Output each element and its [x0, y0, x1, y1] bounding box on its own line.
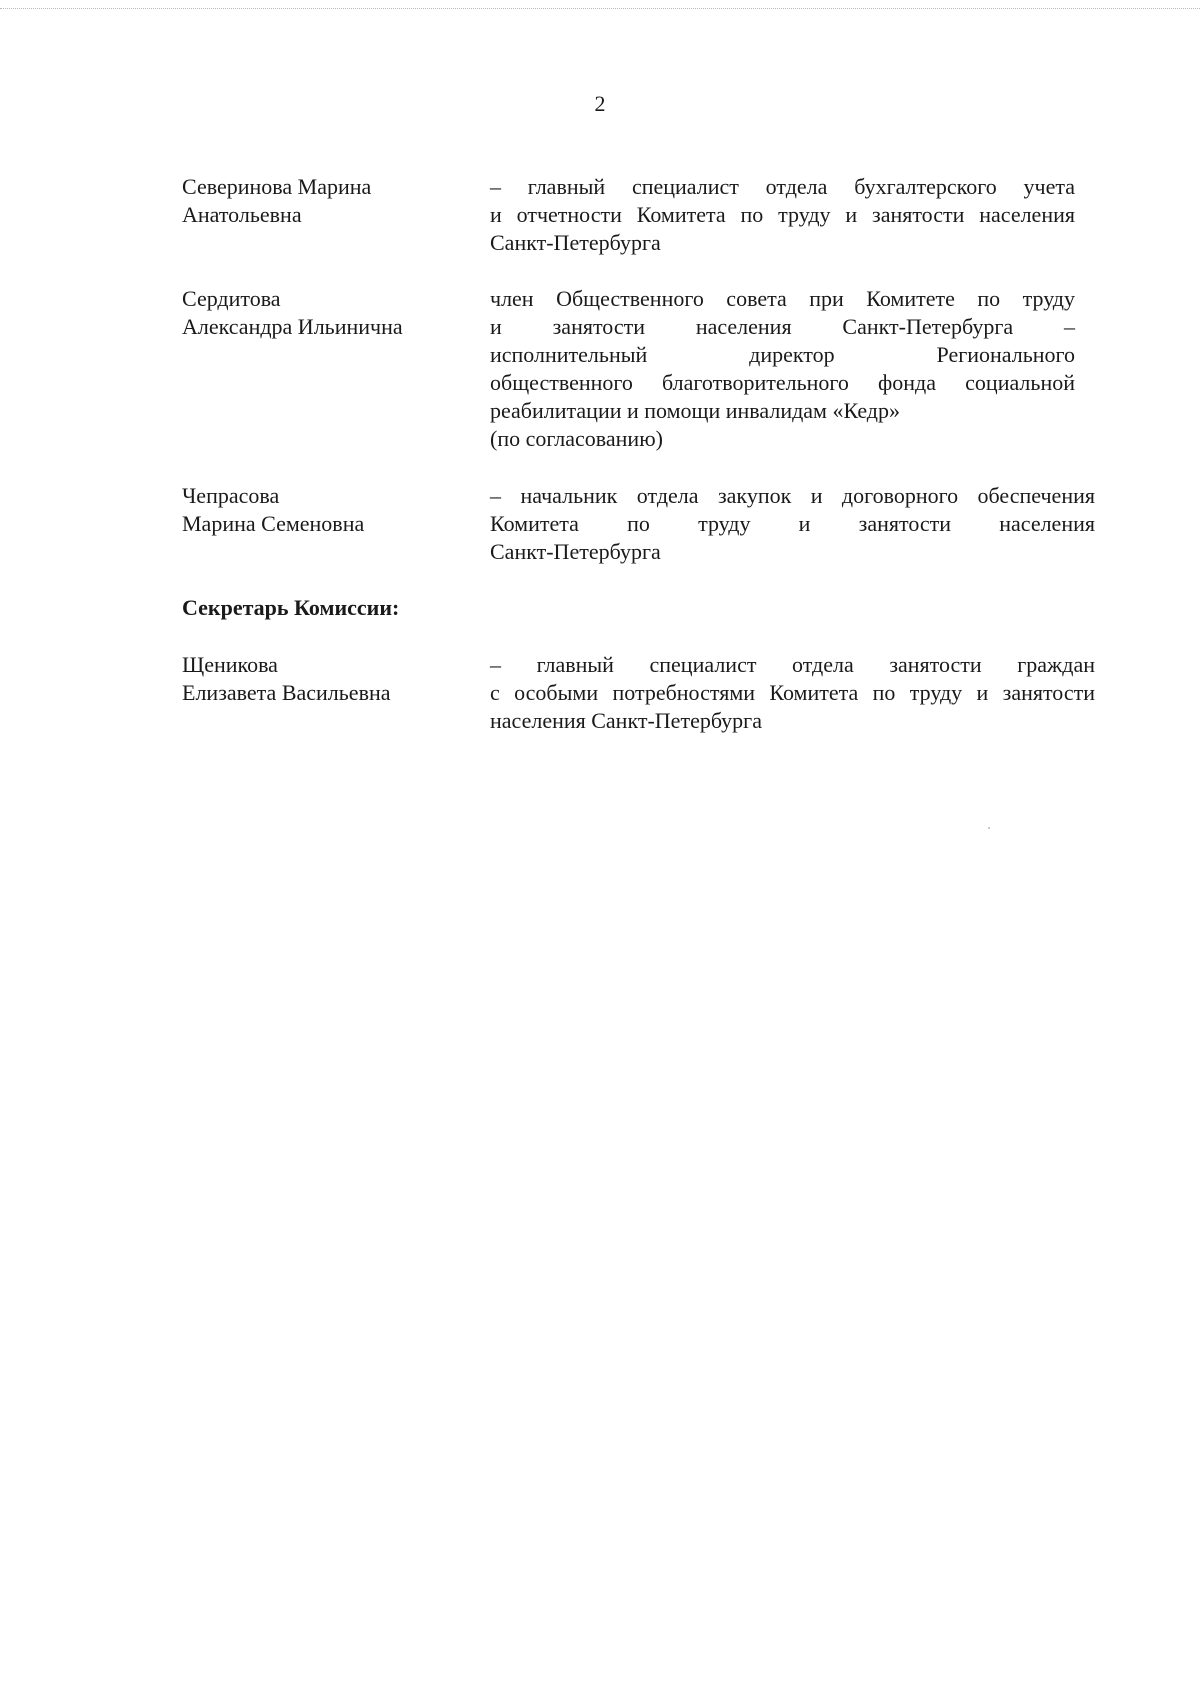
member-name [182, 173, 452, 229]
secretary-heading: Секретарь Комиссии: [182, 595, 400, 620]
member-role-line: (по согласованию) [490, 426, 663, 451]
member-role-line: – начальник отдела закупок и договорного обеспечения [490, 483, 1095, 508]
member-role-line: реабилитации и помощи инвалидам «Кедр» [490, 398, 900, 423]
page-number: 2 [594, 91, 606, 116]
secretary-name-line: Елизавета Васильевна [182, 680, 391, 705]
secretary-name [182, 651, 452, 707]
scan-edge-artifact [0, 8, 1200, 13]
member-name [182, 285, 452, 341]
member-role-line: Комитета по труду и занятости населения [490, 511, 1095, 536]
member-name-line: Чепрасова [182, 483, 280, 508]
member-role-line: Санкт-Петербурга [490, 230, 661, 255]
secretary-role-line: населения Санкт-Петербурга [490, 708, 762, 733]
member-name-line: Сердитова [182, 286, 281, 311]
member-role [490, 285, 1075, 453]
secretary-role [490, 651, 1095, 735]
member-role-line: и отчетности Комитета по труду и занятости населения [490, 202, 1075, 227]
member-name-line: Александра Ильинична [182, 314, 403, 339]
member-role-line: общественного благотворительного фонда социальной [490, 370, 1075, 395]
member-role-line: исполнительный директор Регионального [490, 342, 1075, 367]
secretary-role-line: – главный специалист отдела занятости граждан [490, 652, 1095, 677]
member-role-line: – главный специалист отдела бухгалтерского учета [490, 174, 1075, 199]
scan-speck [988, 827, 990, 829]
member-role-line: Санкт-Петербурга [490, 539, 661, 564]
member-name-line: Марина Семеновна [182, 511, 365, 536]
member-name-line: Северинова Марина [182, 174, 372, 199]
member-role-line: и занятости населения Санкт-Петербурга – [490, 314, 1075, 339]
secretary-name-line: Щеникова [182, 652, 278, 677]
member-role [490, 173, 1075, 257]
member-role [490, 482, 1095, 566]
member-role-line: член Общественного совета при Комитете по труду [490, 286, 1075, 311]
member-name-line: Анатольевна [182, 202, 302, 227]
member-name [182, 482, 452, 538]
secretary-role-line: с особыми потребностями Комитета по труду и занятости [490, 680, 1095, 705]
